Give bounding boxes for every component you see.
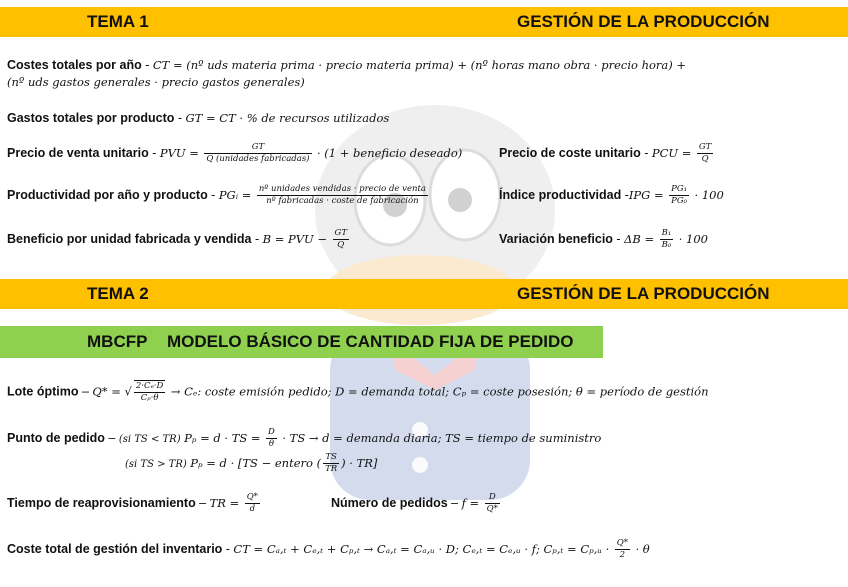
tr-fraction [245,492,260,515]
ipg-num: PG₁ [671,184,688,194]
numero-pedidos-row: Número de pedidos – f = $\frac{D}{Q*}$ [331,492,498,514]
pcu-lhs: PCU = [651,145,692,160]
ctg-den: 2 [619,550,626,560]
ctg-formula-end: · θ [635,541,650,556]
pvu-num: GT [204,142,311,154]
pp-label: Punto de pedido [7,430,105,445]
pcu-fraction [697,142,713,165]
pvu-den: Q (unidades fabricadas) [206,154,310,164]
pvu-label: Precio de venta unitario [7,145,149,160]
gt-formula: GT = CT · % de recursos utilizados [185,111,390,125]
beneficio-row: Beneficio por unidad fabricada y vendida - B = PVU − $\frac{GT}{Q}$ [7,228,347,250]
b-den: Q [337,240,345,250]
mbcfp-header [0,326,603,358]
tr-den: d [249,504,256,514]
ctg-num: Q* [616,538,628,548]
mbcfp-title: MODELO BÁSICO DE CANTIDAD FIJA DE PEDIDO [167,332,574,351]
b-fraction [333,228,349,251]
np-fraction [485,492,500,515]
pp-f2a: Pₚ = d · [TS − entero ( [190,455,322,470]
costes-totales-row: Costes totales por año - CT = (nº uds materia prima · precio materia prima) + (nº horas mano obra · precio hora) + [7,58,687,72]
ipg-fraction [669,184,689,207]
ipg-lhs: IPG = [628,187,664,202]
pvu-fraction [204,142,311,165]
gt-label: Gastos totales por producto [7,111,175,125]
punto-pedido-row1: Punto de pedido – (si TS < TR) Pₚ = d · TS = $\frac{D}{\theta}$ · TS → d = demanda diaria; TS = tiempo de suministro [7,427,602,449]
ct-formula: CT = (nº uds materia prima · precio materia prima) + (nº horas mano obra · precio hora) + [152,58,687,72]
pg-label: Productividad por año y producto [7,187,208,202]
lote-num: 2·Cₑ·D [135,381,164,391]
db-fraction [660,228,674,251]
pcu-label: Precio de coste unitario [499,145,641,160]
lote-lhs: Q* = √ [92,384,132,399]
np-num: D [485,492,500,504]
pg-num: nº unidades vendidas · precio de venta [258,184,426,194]
b-lhs: B = PVU − [262,231,328,246]
ipg-den: PG₀ [671,196,688,206]
tr-num: Q* [246,492,258,502]
db-den: B₀ [661,240,672,250]
pp-f1a: Pₚ = d · TS = [184,430,261,445]
tiempo-reaprov-row: Tiempo de reaprovisionamiento – TR = $\frac{Q*}{d}$ [7,492,258,514]
pp-f1-den: θ [268,439,274,449]
lote-optimo-row: Lote óptimo – Q* = √ $\frac{\text{2·Cₑ·D}}{\text{Cₚ·θ}}$ → Cₑ: coste emisión pedido; D = demanda total; Cₚ = coste posesión; θ = período de gestión [7,381,709,403]
tr-label: Tiempo de reaprovisionamiento [7,495,196,510]
tema1-subject: GESTIÓN DE LA PRODUCCIÓN [517,12,770,31]
pg-lhs: PGᵢ = [218,187,252,202]
tema1-header [0,7,848,37]
db-num: B₁ [661,228,672,238]
ctg-formula: CT = Cₐ,ₜ + Cₑ,ₜ + Cₚ,ₜ → Cₐ,ₜ = Cₐ,ᵤ · D; Cₑ,ₜ = Cₑ,ᵤ · f; Cₚ,ₜ = Cₚ,ᵤ · [233,541,610,556]
pp-f2-fraction [323,452,339,475]
b-label: Beneficio por unidad fabricada y vendida [7,231,252,246]
pp-cond2: (si TS > TR) [125,458,187,470]
pg-den: nº fabricadas · coste de fabricación [266,196,419,206]
pvu-row: Precio de venta unitario - PVU = $\frac{GT}{\text{Q (unidades fabricadas)}}$ · (1 + beneficio deseado) [7,142,463,164]
pvu-rhs: · (1 + beneficio deseado) [316,145,463,160]
b-num: GT [334,228,347,238]
pcu-row: Precio de coste unitario - PCU = $\frac{GT}{Q}$ [499,142,712,164]
pcu-den: Q [701,154,709,164]
punto-pedido-row2 [125,452,377,475]
lote-fraction [134,380,165,404]
tr-lhs: TR = [209,495,240,510]
pcu-num: GT [698,142,712,152]
lote-rhs: → Cₑ: coste emisión pedido; D = demanda total; Cₚ = coste posesión; θ = período de gestión [170,384,709,399]
lote-label: Lote óptimo [7,384,79,399]
pp-f1-fraction [266,427,277,450]
np-label: Número de pedidos [331,495,448,510]
ct-label: Costes totales por año [7,58,142,72]
mbcfp-code: MBCFP [87,332,148,351]
tema1-title: TEMA 1 [87,12,149,31]
ipg-rhs: · 100 [694,187,724,202]
np-den: Q* [486,504,498,514]
pp-f2-den: TR [325,464,338,474]
productividad-row: Productividad por año y producto - PGᵢ = $\frac{\text{nº unidades vendidas · precio de venta}}{\text{nº fabricadas · coste de fabricación}}$ [7,184,426,206]
ipg-label: Índice productividad [499,187,622,202]
tema2-title: TEMA 2 [87,284,149,303]
np-lhs: f = [461,495,480,510]
tema2-subject: GESTIÓN DE LA PRODUCCIÓN [517,284,770,303]
pp-f1-num: D [268,427,275,437]
pp-cond1: (si TS < TR) [118,433,181,445]
ctg-fraction [615,538,630,561]
ct-formula-cont: (nº uds gastos generales · precio gastos generales) [7,75,305,89]
pp-f2b: ) · TR] [341,455,378,470]
pvu-lhs: PVU = [159,145,199,160]
lote-den: Cₚ·θ [140,393,159,403]
pp-f1b: · TS → d = demanda diaria; TS = tiempo de suministro [282,430,602,445]
ipg-row: Índice productividad -IPG = $\frac{\text{PG₁}}{\text{PG₀}}$ · 100 [499,184,724,206]
db-lhs: ΔB = [624,231,655,246]
variacion-beneficio-row: Variación beneficio - ΔB = $\frac{\text{B₁}}{\text{B₀}}$ · 100 [499,228,708,250]
db-rhs: · 100 [678,231,708,246]
gastos-totales-row: Gastos totales por producto - GT = CT · % de recursos utilizados [7,111,390,125]
tema2-header [0,279,848,309]
pg-fraction [257,184,428,207]
db-label: Variación beneficio [499,231,613,246]
pp-f2-num: TS [323,452,339,464]
ctg-label: Coste total de gestión del inventario [7,541,223,556]
coste-gestion-row: Coste total de gestión del inventario - CT = Cₐ,ₜ + Cₑ,ₜ + Cₚ,ₜ → Cₐ,ₜ = Cₐ,ᵤ · D; Cₑ,ₜ = Cₑ,ᵤ · f; Cₚ,ₜ = Cₚ,ᵤ · $\frac{Q*}{2}$ · θ [7,538,650,560]
costes-totales-row2 [7,75,305,89]
